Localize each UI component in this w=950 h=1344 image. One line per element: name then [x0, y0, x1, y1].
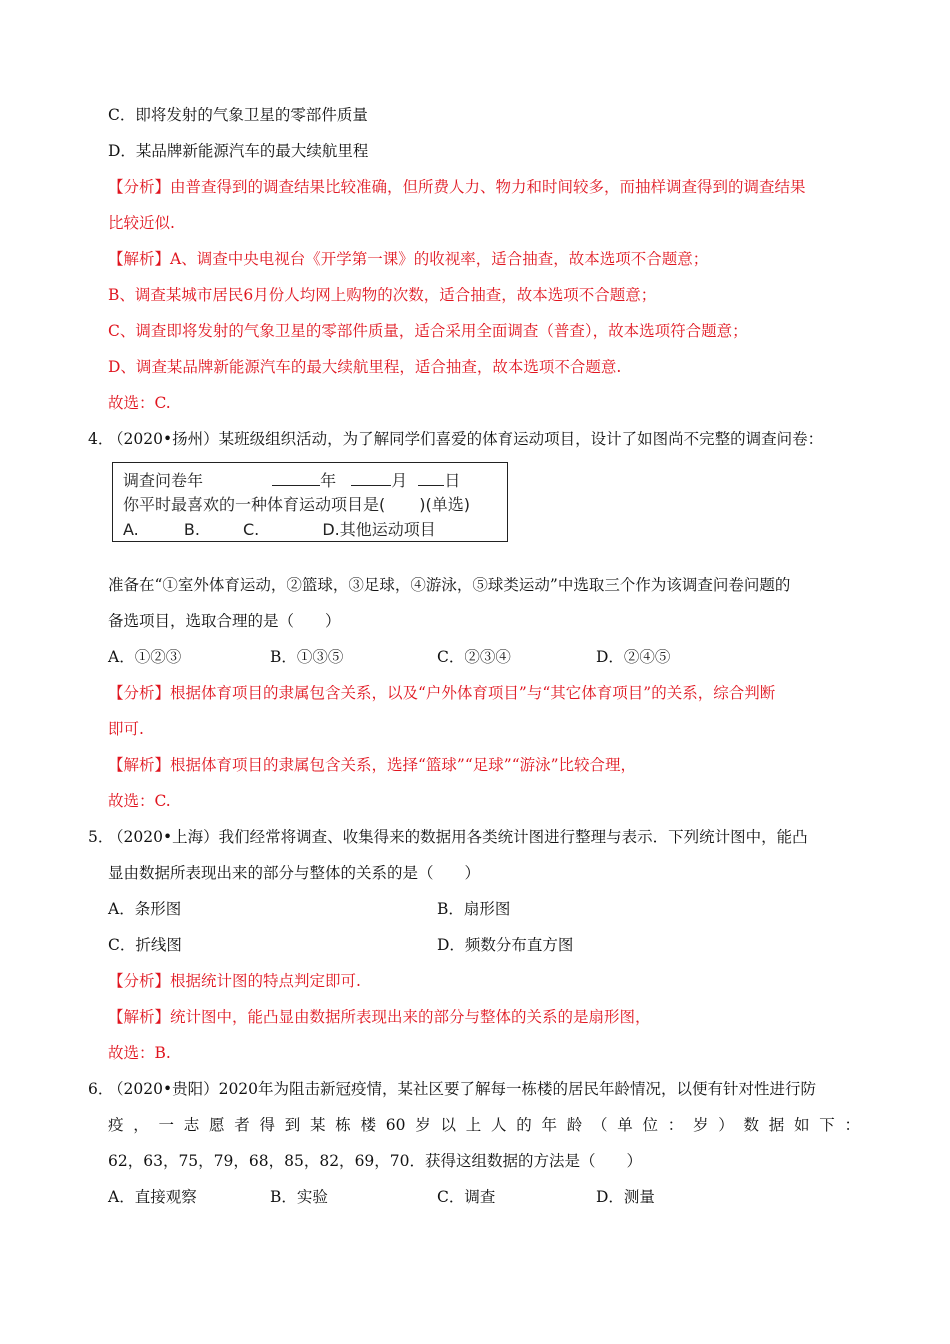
q6-stem-line2-char: 疫 — [108, 1116, 124, 1134]
q6-stem-line2-char: 位 — [642, 1116, 658, 1134]
q6-stem-line2-char: 以 — [440, 1116, 456, 1134]
year-label: 年 — [320, 471, 337, 490]
q6-stem-line2-char: 下 — [819, 1116, 835, 1134]
q6-stem-line2-char: 的 — [516, 1116, 532, 1134]
q6-stem-line2-char: 据 — [768, 1116, 785, 1134]
q3-option-d: D．某品牌新能源汽车的最大续航里程 — [108, 142, 369, 160]
questionnaire-question: 你平时最喜欢的一种体育运动项目是( — [123, 495, 386, 514]
q6-stem-line2-char: 上 — [465, 1116, 482, 1134]
q3-analysis-line1: 【分析】由普查得到的调查结果比较准确，但所费人力、物力和时间较多，而抽样调查得到的调查结果 — [108, 178, 806, 196]
q4-option-b: B．①③⑤ — [270, 648, 344, 666]
q5-solution: 【解析】统计图中，能凸显由数据所表现出来的部分与整体的关系的是扇形图， — [108, 1008, 651, 1026]
questionnaire-opt-a: A. — [123, 520, 139, 539]
q5-stem-line2: 显由数据所表现出来的部分与整体的关系的是（ ） — [108, 864, 481, 882]
q6-stem-line2-char: 到 — [284, 1116, 301, 1134]
questionnaire-title-row — [123, 468, 460, 491]
q5-analysis: 【分析】根据统计图的特点判定即可. — [108, 972, 361, 990]
q6-stem-line2-char: 愿 — [209, 1116, 225, 1134]
q6-stem-line2-char: 数 — [743, 1116, 759, 1134]
questionnaire-question-end: )(单选) — [419, 495, 470, 514]
q6-stem-line2-char: 龄 — [566, 1116, 583, 1134]
q6-stem-line2-char: 60 — [385, 1116, 406, 1134]
questionnaire-question-row — [123, 492, 470, 515]
questionnaire-opt-d: D.其他运动项目 — [322, 520, 436, 539]
q6-option-a: A．直接观察 — [108, 1188, 197, 1206]
q6-stem-line2-char: 得 — [259, 1116, 276, 1134]
q5-option-c: C．折线图 — [108, 936, 182, 954]
questionnaire-opt-b: B. — [183, 520, 200, 539]
q6-stem-line2-char: 年 — [541, 1116, 557, 1134]
q4-solution: 【解析】根据体育项目的隶属包含关系，选择“篮球”“足球”“游泳”比较合理， — [108, 756, 637, 774]
q4-stem: （2020•扬州）某班级组织活动，为了解同学们喜爱的体育运动项目，设计了如图尚不完整的调查问卷： — [108, 430, 824, 448]
q6-number: 6． — [88, 1080, 114, 1098]
q3-solution-d: D、调查某品牌新能源汽车的最大续航里程，适合抽查，故本选项不合题意. — [108, 358, 622, 376]
questionnaire-options-row — [123, 517, 436, 540]
q3-solution-a: 【解析】A、调查中央电视台《开学第一课》的收视率，适合抽查，故本选项不合题意； — [108, 250, 709, 268]
q5-option-d: D．频数分布直方图 — [437, 936, 574, 954]
q3-option-c: C．即将发射的气象卫星的零部件质量 — [108, 106, 368, 124]
q4-option-c: C．②③④ — [437, 648, 511, 666]
q6-option-d: D．测量 — [596, 1188, 655, 1206]
q6-stem-line2-char: 岁 — [415, 1116, 431, 1134]
q3-solution-c: C、调查即将发射的气象卫星的零部件质量，适合采用全面调查（普查），故本选项符合题意； — [108, 322, 748, 340]
q4-analysis-line2: 即可. — [108, 720, 144, 738]
q5-answer: 故选：B. — [108, 1044, 171, 1062]
questionnaire-title: 调查问卷年 — [123, 471, 204, 490]
q6-stem-line3: 62，63，75，79，68，85，82，69，70．获得这组数据的方法是（ ） — [108, 1152, 643, 1170]
q6-option-c: C．调查 — [437, 1188, 496, 1206]
q5-option-b: B．扇形图 — [437, 900, 511, 918]
year-blank — [272, 471, 320, 486]
questionnaire-figure — [112, 462, 508, 542]
q3-solution-b: B、调查某城市居民6月份人均网上购物的次数，适合抽查，故本选项不合题意； — [108, 286, 657, 304]
day-blank — [418, 471, 444, 486]
q6-option-b: B．实验 — [270, 1188, 328, 1206]
q6-stem-line2-char: 一 — [158, 1116, 175, 1134]
q6-stem-line2-char: ： — [844, 1116, 860, 1134]
q6-stem-line2-char: 楼 — [360, 1116, 377, 1134]
q4-answer: 故选：C. — [108, 792, 171, 810]
q6-stem-line2-char: 岁 — [692, 1116, 709, 1134]
q6-stem-line2-char: 人 — [490, 1116, 507, 1134]
q4-text-line2: 备选项目，选取合理的是（ ） — [108, 612, 341, 630]
q4-option-d: D．②④⑤ — [596, 648, 671, 666]
q6-stem-line2-char: 某 — [310, 1116, 326, 1134]
q4-number: 4． — [88, 430, 114, 448]
questionnaire-opt-c: C. — [243, 520, 260, 539]
q4-analysis-line1: 【分析】根据体育项目的隶属包含关系，以及“户外体育项目”与“其它体育项目”的关系，综合判断 — [108, 684, 776, 702]
q5-stem-line1: （2020•上海）我们经常将调查、收集得来的数据用各类统计图进行整理与表示．下列统计图中，能凸 — [108, 828, 808, 846]
q6-stem-line2 — [108, 1114, 860, 1136]
q6-stem-line2-char: ， — [133, 1116, 149, 1134]
month-label: 月 — [391, 471, 408, 490]
month-blank — [351, 471, 391, 486]
q6-stem-line2-char: 栋 — [335, 1116, 351, 1134]
q3-analysis-line2: 比较近似. — [108, 214, 175, 232]
q6-stem-line2-char: （ — [591, 1116, 608, 1134]
day-label: 日 — [444, 471, 461, 490]
q3-answer: 故选：C. — [108, 394, 171, 412]
q6-stem-line2-char: 志 — [183, 1116, 200, 1134]
q6-stem-line1: （2020•贵阳）2020年为阻击新冠疫情，某社区要了解每一栋楼的居民年龄情况，以便有针对性进行防 — [108, 1080, 817, 1098]
q5-number: 5． — [88, 828, 114, 846]
q6-stem-line2-char: ： — [667, 1116, 684, 1134]
q4-option-a: A．①②③ — [108, 648, 182, 666]
q6-stem-line2-char: 如 — [793, 1116, 810, 1134]
q4-text-line1: 准备在“①室外体育运动，②篮球，③足球，④游泳，⑤球类运动”中选取三个作为该调查问卷问题的 — [108, 576, 791, 594]
q6-stem-line2-char: 单 — [617, 1116, 633, 1134]
q6-stem-line2-char: 者 — [234, 1116, 250, 1134]
q5-option-a: A．条形图 — [108, 900, 182, 918]
q6-stem-line2-char: ） — [718, 1116, 734, 1134]
